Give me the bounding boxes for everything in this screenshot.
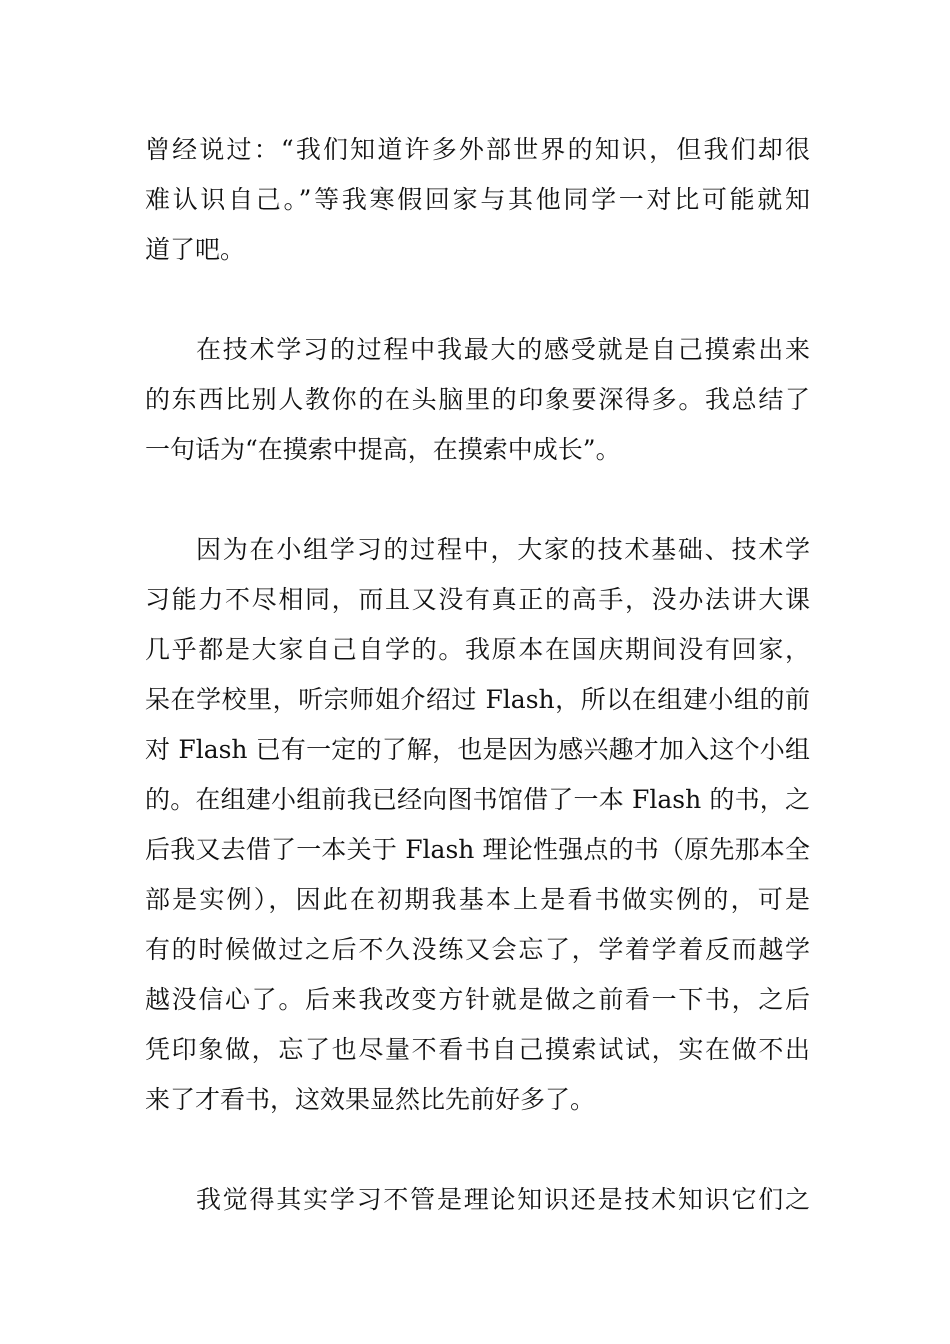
paragraph-4-line-1: 我觉得其实学习不管是理论知识还是技术知识它们之 bbox=[196, 1185, 810, 1214]
paragraph-3-line-10: 越没信心了。后来我改变方针就是做之前看一下书，之后 bbox=[145, 985, 810, 1014]
paragraph-2-line-2: 的东西比别人教你的在头脑里的印象要深得多。我总结了 bbox=[145, 385, 810, 414]
paragraph-3-line-5: 对 Flash 已有一定的了解，也是因为感兴趣才加入这个小组 bbox=[145, 735, 810, 764]
paragraph-1-line-3: 道了吧。 bbox=[145, 235, 246, 264]
paragraph-3-line-9: 有的时候做过之后不久没练又会忘了，学着学着反而越学 bbox=[145, 935, 810, 964]
paragraph-3-line-6: 的。在组建小组前我已经向图书馆借了一本 Flash 的书，之 bbox=[145, 785, 810, 814]
paragraph-3-line-8: 部是实例），因此在初期我基本上是看书做实例的，可是 bbox=[145, 885, 810, 914]
paragraph-1-line-1: 曾经说过：“我们知道许多外部世界的知识，但我们却很 bbox=[145, 135, 810, 164]
paragraph-3-line-3: 几乎都是大家自己自学的。我原本在国庆期间没有回家， bbox=[145, 635, 810, 664]
paragraph-1-line-2: 难认识自己。”等我寒假回家与其他同学一对比可能就知 bbox=[145, 185, 810, 214]
paragraph-2-line-1: 在技术学习的过程中我最大的感受就是自己摸索出来 bbox=[196, 335, 810, 364]
paragraph-3-line-7: 后我又去借了一本关于 Flash 理论性强点的书（原先那本全 bbox=[145, 835, 810, 864]
paragraph-3-line-12: 来了才看书，这效果显然比先前好多了。 bbox=[145, 1085, 596, 1114]
paragraph-3-line-4: 呆在学校里，听宗师姐介绍过 Flash，所以在组建小组的前 bbox=[145, 685, 810, 714]
paragraph-3-line-11: 凭印象做，忘了也尽量不看书自己摸索试试，实在做不出 bbox=[145, 1035, 810, 1064]
paragraph-2-line-3: 一句话为“在摸索中提高，在摸索中成长”。 bbox=[145, 435, 621, 464]
paragraph-3-line-1: 因为在小组学习的过程中，大家的技术基础、技术学 bbox=[196, 535, 810, 564]
paragraph-3-line-2: 习能力不尽相同，而且又没有真正的高手，没办法讲大课 bbox=[145, 585, 810, 614]
